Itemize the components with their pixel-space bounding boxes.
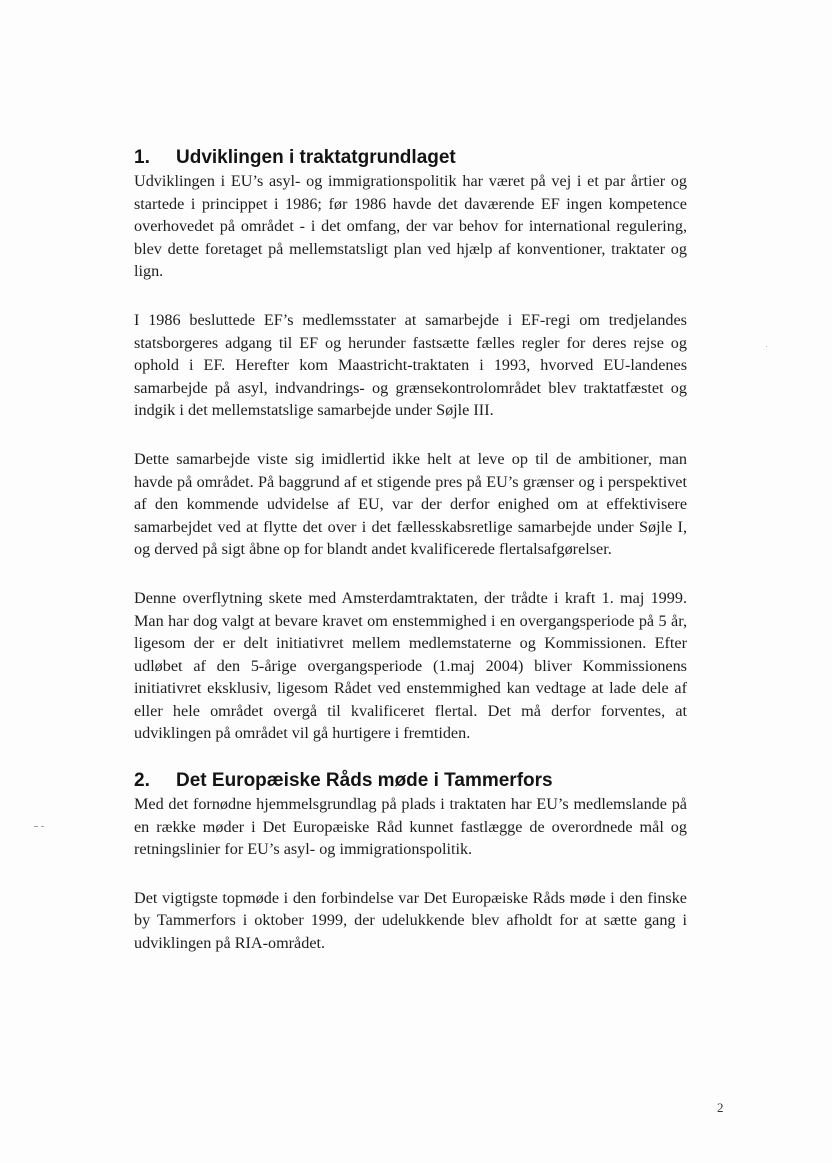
section-2-number: 2. [134, 770, 150, 792]
section-2-paragraph-1: Med det fornødne hjemmelsgrundlag på plads i traktaten har EU’s medlemslande på en række møder i Det Europæiske Råd kunnet fastlægge de overordnede mål og retningslinier for EU’s asyl- og immigrationspolitik. [134, 795, 687, 859]
section-1-paragraph-1: Udviklingen i EU’s asyl- og immigrationspolitik har været på vej i et par årtier og startede i princippet i 1986; før 1986 havde det daværende EF ingen kompetence overhovedet på området - i det omfang, der var behov for international regulering, blev dette foretaget på mellemstatsligt plan ved hjælp af konventioner, traktater og lign. [134, 172, 687, 281]
scan-speck [766, 346, 767, 347]
section-2-paragraph-2: Det vigtigste topmøde i den forbindelse var Det Europæiske Råds møde i den finske by Tammerfors i oktober 1999, der udelukkende blev afholdt for at sætte gang i udviklingen på RIA-området. [134, 888, 687, 953]
section-1-paragraph-3: Dette samarbejde viste sig imidlertid ikke helt at leve op til de ambitioner, man havde på området. På baggrund af et stigende pres på EU’s grænser og i perspektivet af den kommende udvidelse af EU, var der derfor enighed om at effektivisere samarbejdet ved at flytte det over i det fællesskabsretlige samarbejde under Søjle I, og derved på sigt åbne op for blandt andet kvalificerede flertalsafgørelser. [134, 449, 687, 559]
section-2-heading [134, 769, 687, 793]
scan-speck [34, 826, 38, 827]
section-1-paragraph-4: Denne overflytning skete med Amsterdamtraktaten, der trådte i kraft 1. maj 1999. Man har dog valgt at bevare kravet om enstemmighed i en overgangsperiode på 5 år, ligesom der er delt initiativret mellem medlemstaterne og Kommissionen. Efter udløbet af den 5-årige overgangsperiode (1.maj 2004) bliver Kommissionens initiativret eksklusiv, ligesom Rådet ved enstemmighed kan vedtage at lade dele af eller hele området overgå til kvalificeret flertal. Det må derfor forventes, at udviklingen på området vil gå hurtigere i fremtiden. [134, 588, 687, 743]
page-content [134, 146, 687, 955]
page-number: 2 [717, 1100, 724, 1115]
section-1-title: Udviklingen i traktatgrundlaget [176, 147, 456, 168]
scan-speck [41, 826, 44, 827]
section-1-number: 1. [134, 147, 150, 168]
section-2-title: Det Europæiske Råds møde i Tammerfors [176, 770, 553, 792]
section-1-paragraph-2: I 1986 besluttede EF’s medlemsstater at samarbejde i EF-regi om tredjelandes statsborgeres adgang til EF og herunder fastsætte fælles regler for deres rejse og ophold i EF. Herefter kom Maastricht-traktaten i 1993, hvorved EU-landenes samarbejde på asyl, indvandrings- og grænsekontrolområdet blev traktatfæstet og indgik i det mellemstatslige samarbejde under Søjle III. [134, 310, 687, 420]
section-1-heading [134, 146, 687, 170]
